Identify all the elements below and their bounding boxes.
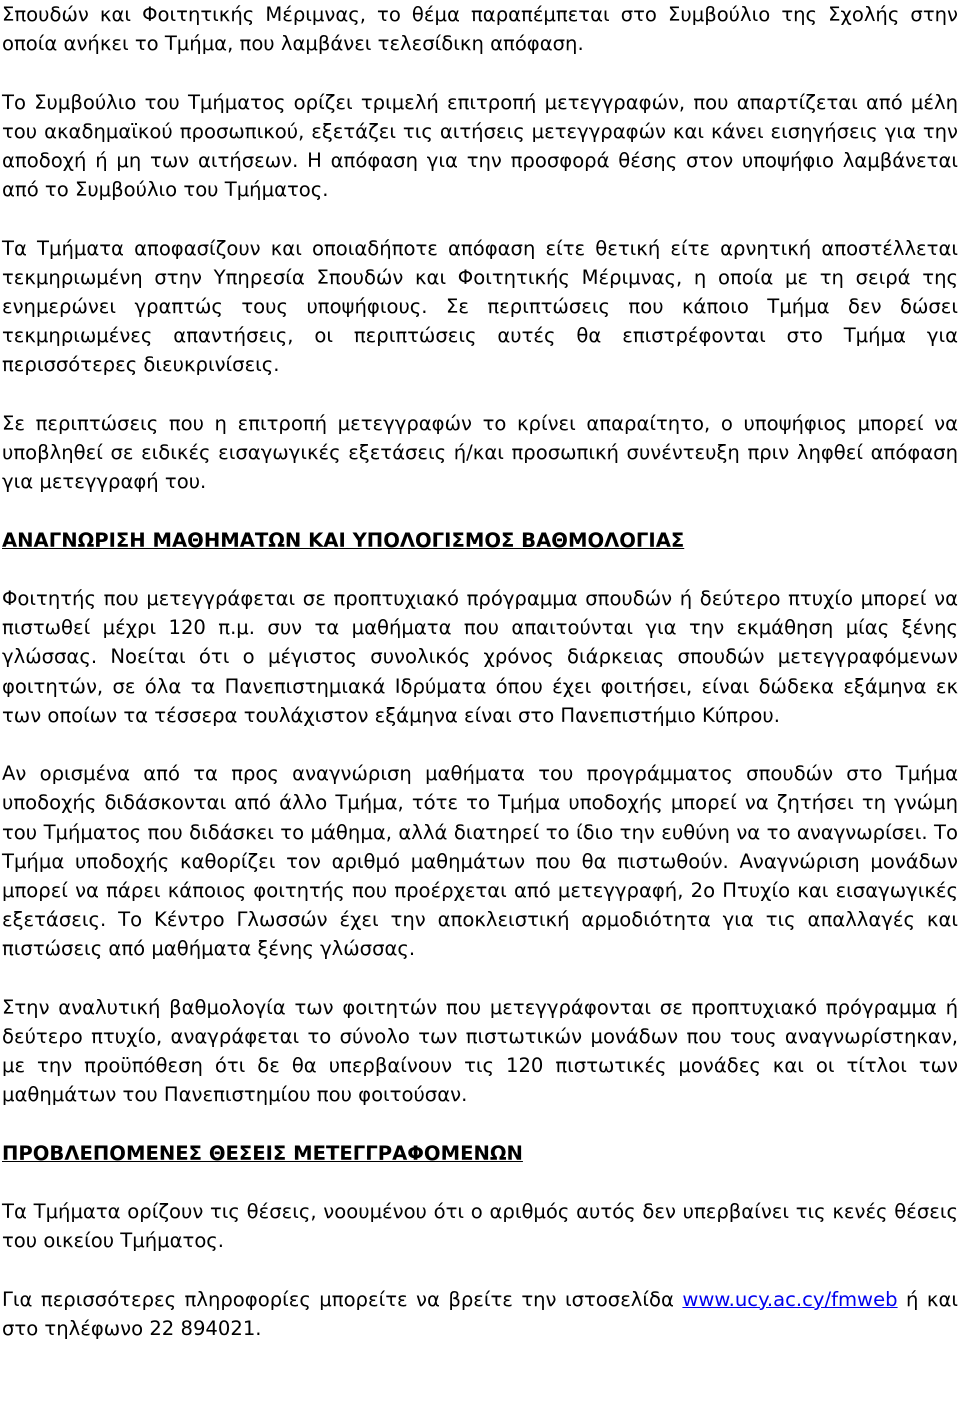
paragraph: Σπουδών και Φοιτητικής Μέριμνας, το θέμα παραπέμπεται στο Συμβούλιο της Σχολής στην οποία ανήκει το Τμήμα, που λαμβάνει τελεσίδικη απόφαση.	[2, 3, 958, 56]
paragraph: Στην αναλυτική βαθμολογία των φοιτητών που μετεγγράφονται σε προπτυχιακό πρόγραμμα ή δεύτερο πτυχίο, αναγράφεται το σύνολο των πιστωτικών μονάδων που τους αναγνωρίστηκαν, με την προϋπόθεση ότι δε θα υπερβαίνουν τις 120 πιστωτικές μονάδες και οι τίτλοι των μαθημάτων του Πανεπιστημίου που φοιτούσαν.	[2, 995, 958, 1107]
contact-paragraph	[2, 1285, 958, 1343]
paragraph: Σε περιπτώσεις που η επιτροπή μετεγγραφών το κρίνει απαραίτητο, ο υποψήφιος μπορεί να υποβληθεί σε ειδικές εισαγωγικές εξετάσεις ή/και προσωπική συνέντευξη πριν ληφθεί απόφαση για μετεγγραφή του.	[2, 411, 958, 494]
paragraph: Το Συμβούλιο του Τμήματος ορίζει τριμελή επιτροπή μετεγγραφών, που απαρτίζεται από μέλη του ακαδημαϊκού προσωπικού, εξετάζει τις αιτήσεις μετεγγραφών και κάνει εισηγήσεις για την αποδοχή ή μη των αιτήσεων. Η απόφαση για την προσφορά θέσης στον υποψήφιο λαμβάνεται από το Συμβούλιο του Τμήματος.	[2, 90, 958, 202]
contact-suffix: ή και στο τηλέφωνο 22 894021.	[2, 1287, 958, 1340]
paragraph: Τα Τμήματα αποφασίζουν και οποιαδήποτε απόφαση είτε θετική είτε αρνητική αποστέλλεται τεκμηριωμένη στην Υπηρεσία Σπουδών και Φοιτητικής Μέριμνας, η οποία με τη σειρά της ενημερώνει γραπτώς τους υποψήφιους. Σε περιπτώσεις που κάποιο Τμήμα δεν δώσει τεκμηριωμένες απαντήσεις, οι περιπτώσεις αυτές θα επιστρέφονται στο Τμήμα για περισσότερες διευκρινίσεις.	[2, 236, 958, 377]
paragraph: Τα Τμήματα ορίζουν τις θέσεις, νοουμένου ότι ο αριθμός αυτός δεν υπερβαίνει τις κενές θέσεις του οικείου Τμήματος.	[2, 1200, 958, 1253]
website-link[interactable]: www.ucy.ac.cy/fmweb	[682, 1287, 898, 1311]
section-heading-recognition: ΑΝΑΓΝΩΡΙΣΗ ΜΑΘΗΜΑΤΩΝ ΚΑΙ ΥΠΟΛΟΓΙΣΜΟΣ ΒΑΘΜΟΛΟΓΙΑΣ	[2, 528, 685, 552]
paragraph: Αν ορισμένα από τα προς αναγνώριση μαθήματα του προγράμματος σπουδών στο Τμήμα υποδοχής διδάσκονται από άλλο Τμήμα, τότε το Τμήμα υποδοχής μπορεί να ζητήσει τη γνώμη του Τμήματος που διδάσκει το μάθημα, αλλά διατηρεί το ίδιο την ευθύνη να το αναγνωρίσει. Το Τμήμα υποδοχής καθορίζει τον αριθμό μαθημάτων που θα πιστωθούν. Αναγνώριση μονάδων μπορεί να πάρει κάποιος φοιτητής που προέρχεται από μετεγγραφή, 2ο Πτυχίο και εισαγωγικές εξετάσεις. Το Κέντρο Γλωσσών έχει την αποκλειστική αρμοδιότητα για τις απαλλαγές και πιστώσεις από μαθήματα ξένης γλώσσας.	[2, 762, 958, 961]
section-heading-positions: ΠΡΟΒΛΕΠΟΜΕΝΕΣ ΘΕΣΕΙΣ ΜΕΤΕΓΓΡΑΦΟΜΕΝΩΝ	[2, 1141, 523, 1165]
contact-prefix: Για περισσότερες πληροφορίες μπορείτε να βρείτε την ιστοσελίδα	[2, 1287, 683, 1311]
paragraph: Φοιτητής που μετεγγράφεται σε προπτυχιακό πρόγραμμα σπουδών ή δεύτερο πτυχίο μπορεί να πιστωθεί μέχρι 120 π.μ. συν τα μαθήματα που απαιτούνται για την εκμάθηση μίας ξένης γλώσσας. Νοείται ότι ο μέγιστος συνολικός χρόνος διάρκειας σπουδών μετεγγραφόμενων φοιτητών, σε όλα τα Πανεπιστημιακά Ιδρύματα όπου έχει φοιτήσει, είναι δώδεκα εξάμηνα εκ των οποίων τα τέσσερα τουλάχιστον εξάμηνα είναι στο Πανεπιστήμιο Κύπρου.	[2, 586, 958, 727]
